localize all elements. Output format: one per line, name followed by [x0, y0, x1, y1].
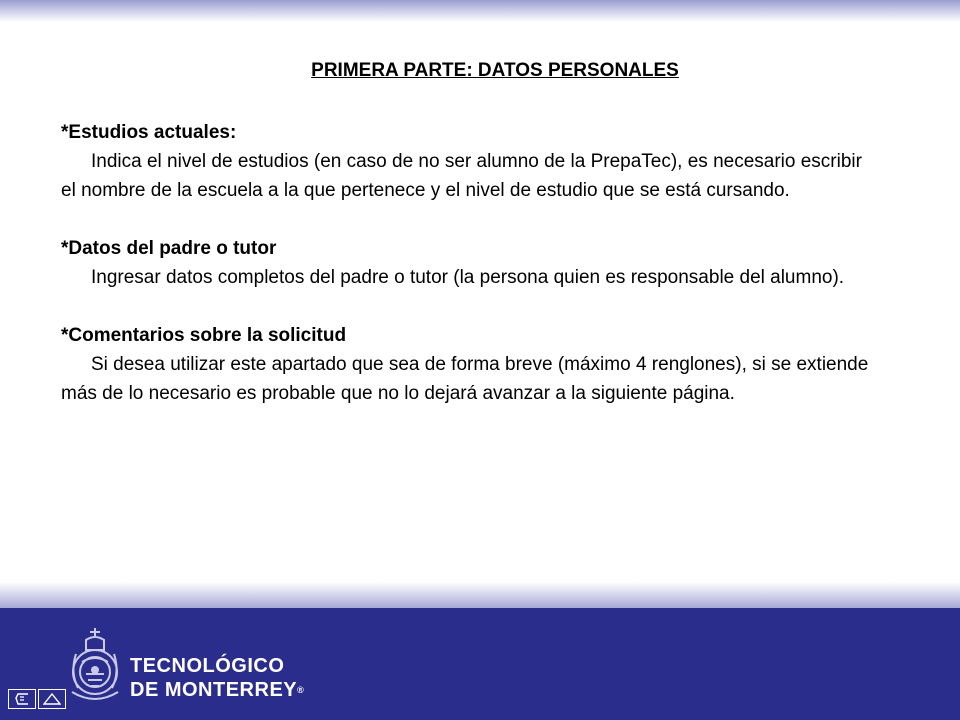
section-comentarios [61, 321, 881, 408]
section-padre-tutor [61, 234, 881, 292]
footer-bar [0, 608, 960, 720]
slide-body [61, 118, 881, 437]
footer-gradient-separator [0, 582, 960, 608]
section-estudios [61, 118, 881, 205]
brand-line-1: TECNOLÓGICO [130, 655, 285, 677]
section-text: Si desea utilizar este apartado que sea de forma breve (máximo 4 renglones), si se extiende más de lo necesario es probable que no lo dejará avanzar a la siguiente página. [61, 354, 869, 404]
registered-mark: ® [297, 685, 305, 695]
section-text: Indica el nivel de estudios (en caso de no ser alumno de la PrepaTec), es necesario escribir el nombre de la escuela a la que pertenece y el nivel de estudio que se está cursando. [61, 151, 862, 201]
slide-title: PRIMERA PARTE: DATOS PERSONALES [311, 60, 679, 81]
home-button[interactable] [38, 689, 66, 709]
home-icon [43, 692, 61, 706]
back-button[interactable] [8, 689, 36, 709]
institution-seal-icon [66, 624, 124, 706]
brand-line-2 [130, 678, 304, 702]
brand-wordmark [130, 654, 304, 702]
section-text: Ingresar datos completos del padre o tutor (la persona quien es responsable del alumno). [91, 267, 845, 288]
section-heading: *Datos del padre o tutor [61, 238, 277, 259]
brand-line-2-text: DE MONTERREY [130, 679, 298, 701]
section-heading: *Estudios actuales: [61, 122, 237, 143]
top-gradient-band [0, 0, 960, 22]
slide-navigation [8, 689, 66, 709]
section-heading: *Comentarios sobre la solicitud [61, 325, 347, 346]
back-icon [14, 692, 30, 706]
